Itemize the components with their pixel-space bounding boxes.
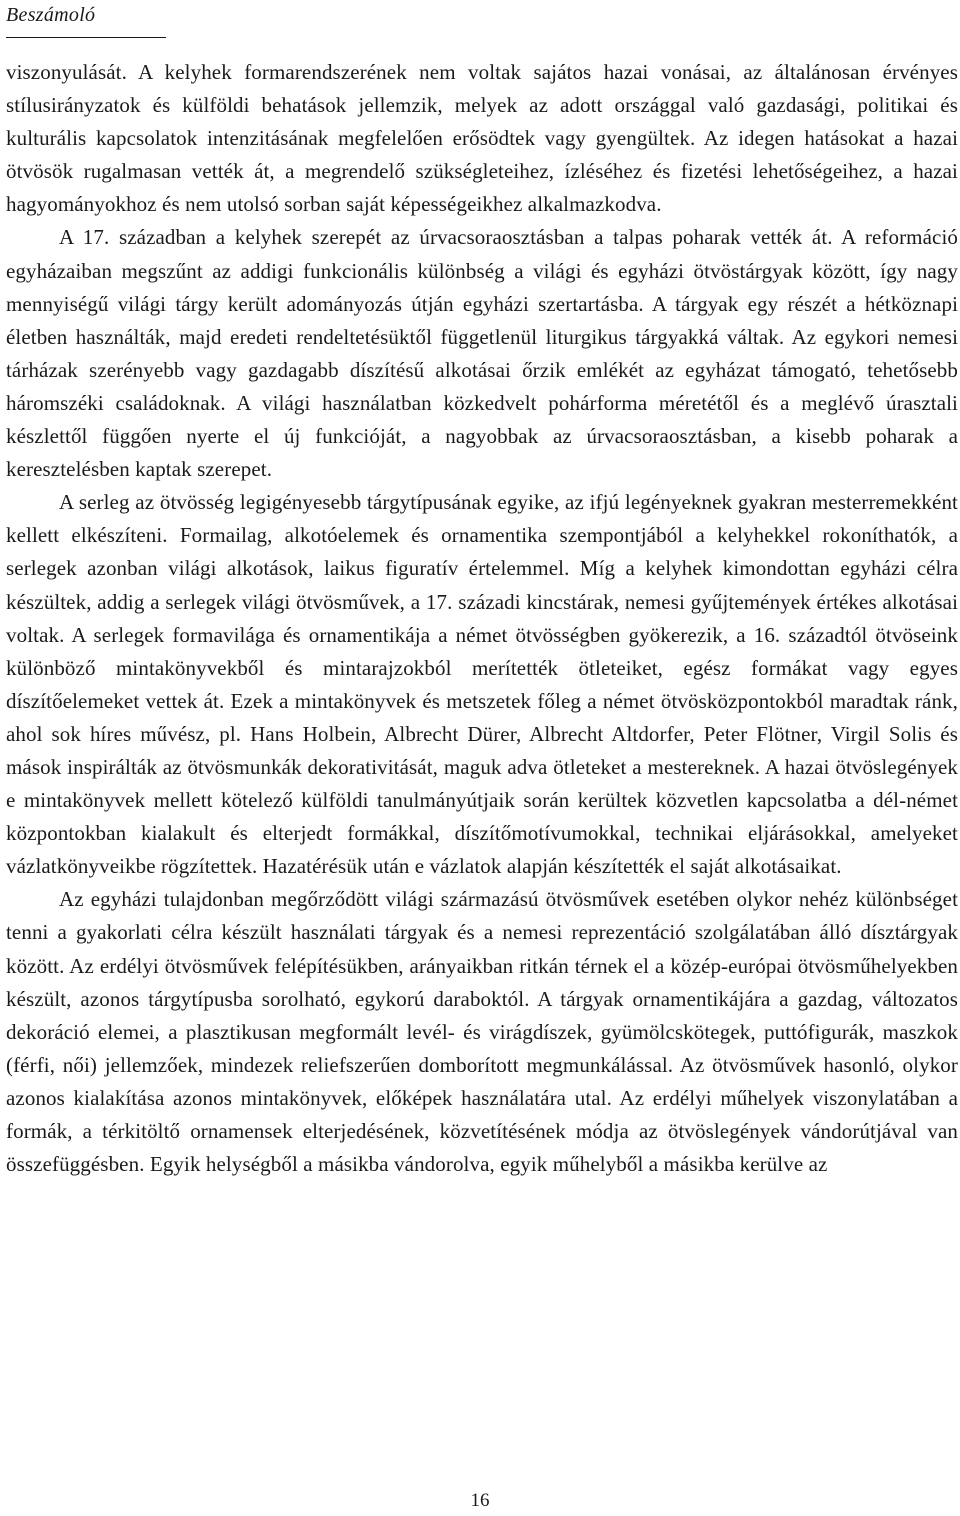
- body-text: [6, 56, 958, 1181]
- running-head: [6, 3, 166, 37]
- header-rule: [6, 37, 166, 38]
- paragraph-3: A serleg az ötvösség legigényesebb tárgytípusának egyike, az ifjú legényeknek gyakran mesterremekként kellett elkészíteni. Formailag, alkotóelemek és ornamentika szempontjából a kelyhekkel rokoníthatók, a serlegek azonban világi alkotások, laikus figuratív értelemmel. Míg a kelyhek kimondottan egyházi célra készültek, addig a serlegek világi ötvösművek, a 17. századi kincstárak, nemesi gyűjtemények értékes alkotásai voltak. A serlegek formavilága és ornamentikája a német ötvösségben gyökerezik, a 16. századtól ötvöseink különböző mintakönyvekből és mintarajzokból merítették ötleteiket, egész formákat vagy egyes díszítőelemeket vettek át. Ezek a mintakönyvek és metszetek főleg a német ötvösközpontokból maradtak ránk, ahol sok híres művész, pl. Hans Holbein, Albrecht Dürer, Albrecht Altdorfer, Peter Flötner, Virgil Solis és mások inspirálták az ötvösmunkák dekorativitását, maguk adva ötleteket a mestereknek. A hazai ötvöslegények e mintakönyvek mellett kötelező külföldi tanulmányútjaik során kerültek közvetlen kapcsolatba a dél-német központokban kialakult és elterjedt formákkal, díszítőmotívumokkal, technikai eljárásokkal, amelyeket vázlatkönyveikbe rögzítettek. Hazatérésük után e vázlatok alapján készítették el saját alkotásaikat.: [6, 490, 958, 879]
- paragraph-4: Az egyházi tulajdonban megőrződött világi származású ötvösművek esetében olykor nehéz különbséget tenni a gyakorlati célra készült használati tárgyak és a nemesi reprezentáció szolgálatában álló dísztárgyak között. Az erdélyi ötvösművek felépítésükben, arányaikban ritkán térnek el a közép-európai ötvösműhelyekben készült, azonos tárgytípusba sorolható, egykorú daraboktól. A tárgyak ornamentikájára a gazdag, változatos dekoráció elemei, a plasztikusan megformált levél- és virágdíszek, gyümölcskötegek, puttófigurák, maszkok (férfi, női) jellemzőek, mindezek reliefszerűen domborított megmunkálással. Az ötvösművek hasonló, olykor azonos kialakítása azonos mintakönyvek, előképek használatára utal. Az erdélyi műhelyek viszonylatában a formák, a térkitöltő ornamensek elterjedésének, közvetítésének módja az ötvöslegények vándorútjával van összefüggésben. Egyik helységből a másikba vándorolva, egyik műhelyből a másikba kerülve az: [6, 887, 958, 1177]
- paragraph-1: viszonyulását. A kelyhek formarendszerének nem voltak sajátos hazai vonásai, az általánosan érvényes stílusirányzatok és külföldi behatások jellemzik, melyek az adott országgal való gazdasági, politikai és kulturális kapcsolatok intenzitásának megfelelően erősödtek vagy gyengültek. Az idegen hatásokat a hazai ötvösök rugalmasan vették át, a megrendelő szükségleteihez, ízléséhez és fizetési lehetőségeihez, a hazai hagyományokhoz és nem utolsó sorban saját képességeikhez alkalmazkodva.: [6, 60, 958, 217]
- page-number: 16: [470, 1490, 490, 1511]
- running-title: Beszámoló: [6, 4, 96, 26]
- paragraph-2: A 17. században a kelyhek szerepét az úrvacsoraosztásban a talpas poharak vették át. A reformáció egyházaiban megszűnt az addigi funkcionális különbség a világi és egyházi ötvöstárgyak között, így nagy mennyiségű világi tárgy került adományozás útján egyházi szertartásba. A tárgyak egy részét a hétköznapi életben használták, majd eredeti rendeltetésüktől függetlenül liturgikus tárgyakká váltak. Az egykori nemesi tárházak szerényebb vagy gazdagabb díszítésű alkotásai őrzik emlékét az egyházat támogató, tehetősebb háromszéki családoknak. A világi használatban közkedvelt pohárforma méretétől és a meglévő úrasztali készlettől függően nyerte el új funkcióját, a nagyobbak az úrvacsoraosztásban, a kisebb poharak a keresztelésben kaptak szerepet.: [6, 225, 958, 482]
